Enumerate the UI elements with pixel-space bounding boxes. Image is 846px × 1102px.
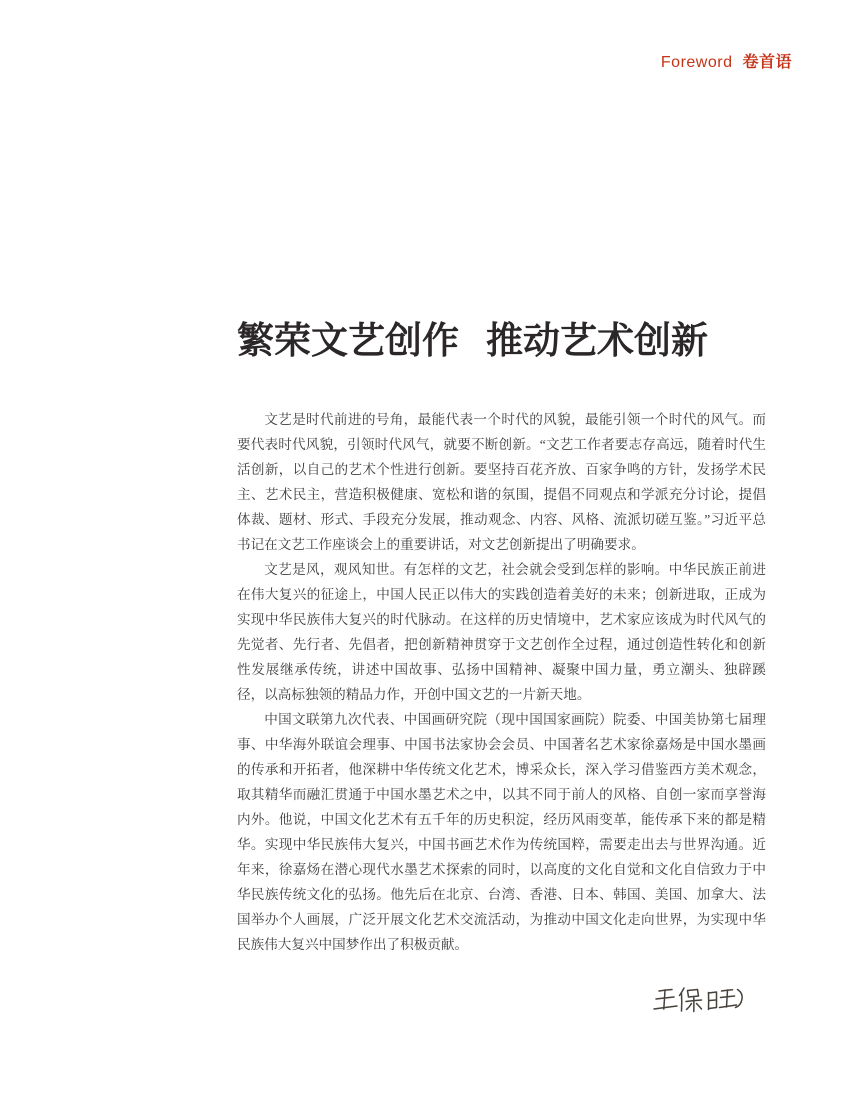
paragraph-2: 文艺是风，观风知世。有怎样的文艺，社会就会受到怎样的影响。中华民族正前进在伟大复兴的征途上，中国人民正以伟大的实践创造着美好的未来；创新进取，正成为实现中华民族伟大复兴的时代脉动。在这样的历史情境中，艺术家应该成为时代风气的先觉者、先行者、先倡者，把创新精神贯穿于文艺创作全过程，通过创造性转化和创新性发展继承传统，讲述中国故事、弘扬中国精神、凝聚中国力量，勇立潮头、独辟蹊径，以高标独领的精品力作，开创中国文艺的一片新天地。 [237, 562, 766, 702]
article-body [237, 407, 766, 957]
page-title-part1: 繁荣文艺创作 [237, 321, 459, 362]
signature-handwriting [650, 981, 748, 1023]
paragraph-3: 中国文联第九次代表、中国画研究院（现中国国家画院）院委、中国美协第七届理事、中华海外联谊会理事、中国书法家协会会员、中国著名艺术家徐嘉炀是中国水墨画的传承和开拓者，他深耕中华传统文化艺术，博采众长，深入学习借鉴西方美术观念，取其精华而融汇贯通于中国水墨艺术之中，以其不同于前人的风格、自创一家而享誉海内外。他说，中国文化艺术有五千年的历史积淀，经历风雨变革，能传承下来的都是精华。实现中华民族伟大复兴，中国书画艺术作为传统国粹，需要走出去与世界沟通。近年来，徐嘉炀在潜心现代水墨艺术探索的同时，以高度的文化自觉和文化自信致力于中华民族传统文化的弘扬。他先后在北京、台湾、香港、日本、韩国、美国、加拿大、法国举办个人画展，广泛开展文化艺术交流活动，为推动中国文化走向世界，为实现中华民族伟大复兴中国梦作出了积极贡献。 [237, 712, 766, 952]
signature-icon [650, 981, 748, 1023]
foreword-label-zh: 卷首语 [742, 54, 792, 71]
paragraph-1: 文艺是时代前进的号角，最能代表一个时代的风貌，最能引领一个时代的风气。而要代表时代风貌，引领时代风气，就要不断创新。“文艺工作者要志存高远，随着时代生活创新，以自己的艺术个性进行创新。要坚持百花齐放、百家争鸣的方针，发扬学术民主、艺术民主，营造积极健康、宽松和谐的氛围，提倡不同观点和学派充分讨论，提倡体裁、题材、形式、手段充分发展，推动观念、内容、风格、流派切磋互鉴。”习近平总书记在文艺工作座谈会上的重要讲话，对文艺创新提出了明确要求。 [237, 412, 766, 552]
foreword-label-en: Foreword [660, 54, 733, 71]
page-title [237, 320, 708, 364]
page-header-label [661, 49, 792, 72]
page-title-part2: 推动艺术创新 [486, 321, 708, 362]
